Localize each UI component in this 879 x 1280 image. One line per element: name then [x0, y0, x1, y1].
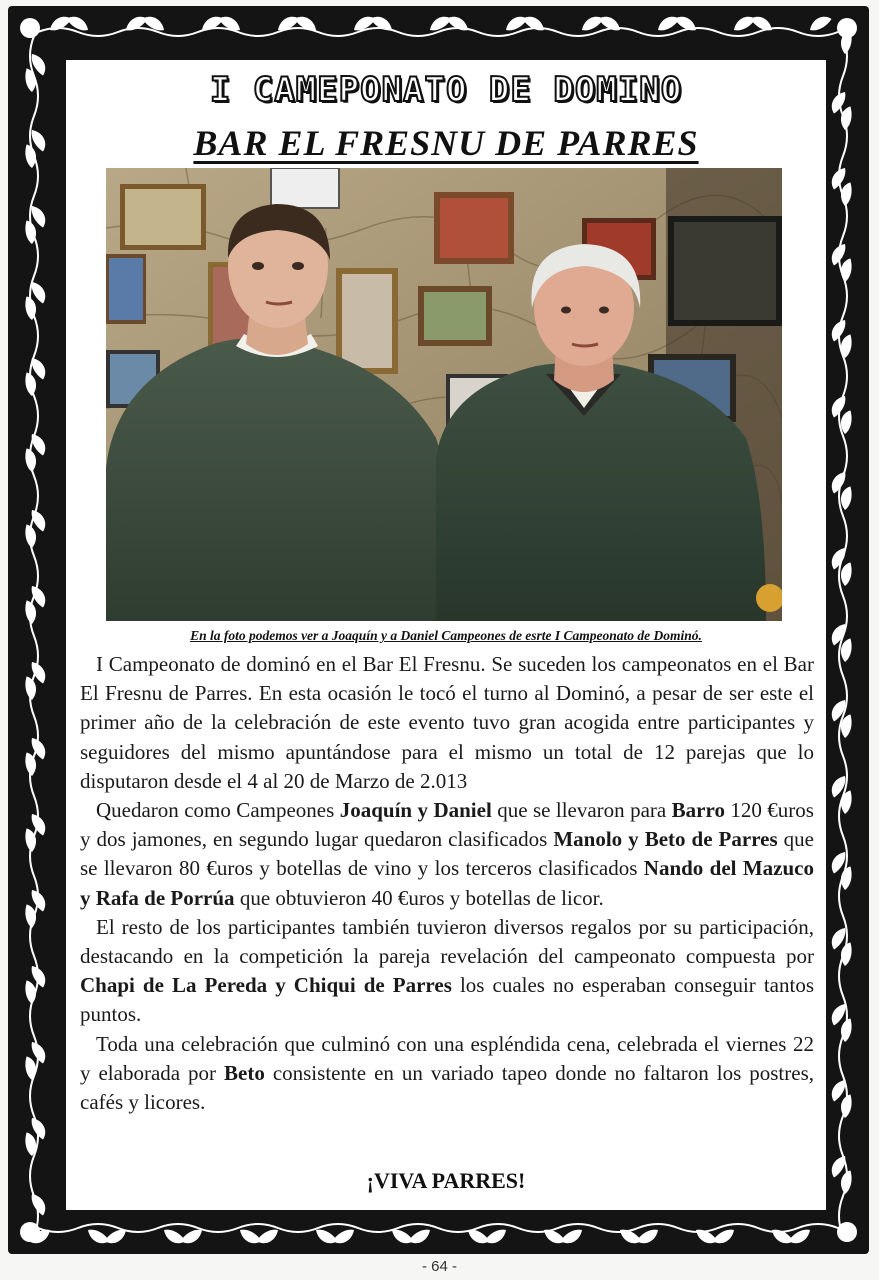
leaf-ornament: [407, 1228, 433, 1246]
leaf-ornament: [22, 447, 40, 473]
chef-name: Beto: [224, 1060, 265, 1085]
leaf-ornament: [22, 751, 40, 777]
champions-photo: [106, 168, 782, 621]
leaf-ornament: [837, 1017, 855, 1043]
leaf-ornament: [331, 1228, 357, 1246]
leaf-ornament: [807, 14, 833, 32]
leaf-ornament: [635, 1228, 661, 1246]
leaf-ornament: [22, 371, 40, 397]
leaf-ornament: [541, 1228, 567, 1246]
revelation-pair-names: Chapi de La Pereda y Chiqui de Parres: [80, 973, 452, 998]
leaf-ornament: [731, 14, 757, 32]
photo-caption: En la foto podemos ver a Joaquín y a Daniel Campeones de esrte I Campeonato de Dominó.: [190, 628, 702, 643]
second-place-names: Manolo y Beto de Parres: [553, 827, 778, 852]
text-run: los cuales no esperaban conseguir tantos puntos.: [80, 973, 814, 1027]
leaf-ornament: [483, 1228, 509, 1246]
corner-flower: [20, 1222, 40, 1242]
leaf-ornament: [22, 675, 40, 701]
leaf-ornament: [313, 1228, 339, 1246]
leaf-ornament: [22, 523, 40, 549]
closing-cheer: ¡VIVA PARRES!: [366, 1168, 526, 1193]
vine-line: [38, 1224, 838, 1232]
text-run: El resto de los participantes también tuvieron diversos regalos por su participación, destacando en la competición la pareja revelación del campeonato compuesta por: [80, 914, 814, 969]
third-place-names: Nando del Mazuco y Rafa de Porrúa: [80, 856, 814, 910]
text-run: Quedaron como Campeones: [96, 798, 340, 823]
text-run: Toda una celebración que culminó con una espléndida cena, celebrada el viernes 22 y elaborada por: [80, 1031, 814, 1085]
leaf-ornament: [161, 1228, 187, 1246]
paragraph-3: [80, 913, 814, 1030]
leaf-ornament: [237, 1228, 263, 1246]
photo-illustration: [106, 168, 782, 621]
champions-place: Barro: [671, 798, 725, 823]
leaf-ornament: [749, 14, 775, 32]
paragraph-2: [80, 796, 814, 913]
paragraph-1: I Campeonato de dominó en el Bar El Fresnu. Se suceden los campeonatos en el Bar El Fresnu de Parres. En esta ocasión le tocó el turno al Dominó, a pesar de ser este el primer año de la celebración de este evento tuvo gran acogida entre participantes y seguidores del mismo apuntándose para el mismo un total de 12 parejas que lo disputaron desde el 4 al 20 de Marzo de 2.013: [80, 652, 814, 793]
page-subtitle: BAR EL FRESNU DE PARRES: [193, 123, 699, 163]
leaf-ornament: [655, 14, 681, 32]
text-run: consistente en un variado tapeo donde no faltaron los postres, cafés y licores.: [80, 1060, 814, 1115]
champions-names: Joaquín y Daniel: [339, 798, 492, 823]
page-content: [66, 60, 826, 1210]
leaf-ornament: [22, 219, 40, 245]
leaf-ornament: [837, 1093, 855, 1119]
leaf-ornament: [22, 599, 40, 625]
text-run: 120 €uros y dos jamones, en segundo lugar quedaron clasificados: [80, 798, 814, 852]
paragraph-4: [80, 1030, 814, 1118]
page-title: I CAMEPONATO DE DOMINO: [209, 70, 683, 110]
leaf-ornament: [199, 14, 225, 32]
leaf-ornament: [22, 295, 40, 321]
leaf-ornament: [711, 1228, 737, 1246]
leaf-ornament: [369, 14, 395, 32]
leaf-ornament: [559, 1228, 585, 1246]
leaf-ornament: [255, 1228, 281, 1246]
leaf-ornament: [85, 1228, 111, 1246]
leaf-ornament: [579, 14, 605, 32]
leaf-ornament: [837, 1169, 855, 1195]
leaf-ornament: [103, 1228, 129, 1246]
corner-flower: [837, 18, 857, 38]
corner-flower: [837, 1222, 857, 1242]
leaf-ornament: [389, 1228, 415, 1246]
text-run: que se llevaron para: [491, 798, 672, 823]
article-body: [80, 650, 814, 1117]
leaf-ornament: [465, 1228, 491, 1246]
text-run: que se llevaron 80 €uros y botellas de vino y los terceros clasificados: [80, 827, 814, 881]
leaf-ornament: [22, 827, 40, 853]
text-run: que obtuvieron 40 €uros y botellas de licor.: [234, 885, 604, 910]
corner-flower: [20, 18, 40, 38]
page-border: [8, 6, 869, 1254]
leaf-ornament: [179, 1228, 205, 1246]
page-number: - 64 -: [421, 1258, 457, 1275]
